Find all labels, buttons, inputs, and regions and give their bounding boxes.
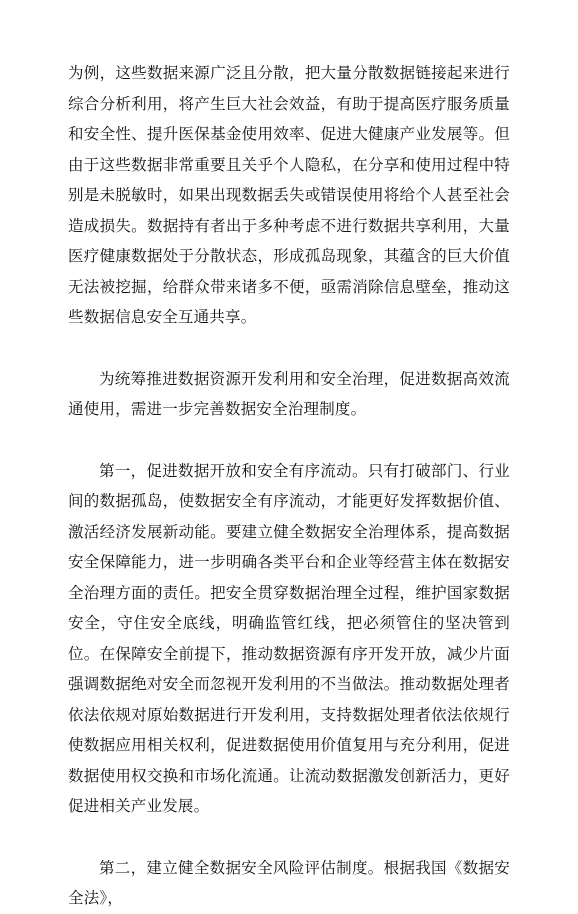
paragraph-4: 第二，建立健全数据安全风险评估制度。根据我国《数据安全法》，: [68, 858, 510, 907]
paragraph-2: 为统筹推进数据资源开发利用和安全治理，促进数据高效流通使用，需进一步完善数据安全治理制度。: [68, 369, 510, 418]
paragraph-3: 第一，促进数据开放和安全有序流动。只有打破部门、行业间的数据孤岛，使数据安全有序流动，才能更好发挥数据价值、激活经济发展新动能。要建立健全数据安全治理体系，提高数据安全保障能力，进一步明确各类平台和企业等经营主体在数据安全治理方面的责任。把安全贯穿数据治理全过程，维护国家数据安全，守住安全底线，明确监管红线，把必须管住的坚决管到位。在保障安全前提下，推动数据资源有序开发开放，减少片面强调数据绝对安全而忽视开发利用的不当做法。推动数据处理者依法依规对原始数据进行开发利用，支持数据处理者依法依规行使数据应用相关权利，促进数据使用价值复用与充分利用，促进数据使用权交换和市场化流通。让流动数据激发创新活力，更好促进相关产业发展。: [68, 461, 510, 815]
paragraph-gap: [68, 333, 510, 364]
paragraph-gap: [68, 822, 510, 853]
paragraph-1: 为例，这些数据来源广泛且分散，把大量分散数据链接起来进行综合分析利用，将产生巨大社会效益，有助于提高医疗服务质量和安全性、提升医保基金使用效率、促进大健康产业发展等。但由于这些数据非常重要且关乎个人隐私，在分享和使用过程中特别是未脱敏时，如果出现数据丢失或错误使用将给个人甚至社会造成损失。数据持有者出于多种考虑不进行数据共享利用，大量医疗健康数据处于分散状态，形成孤岛现象，其蕴含的巨大价值无法被挖掘，给群众带来诸多不便，亟需消除信息壁垒，推动这些数据信息安全互通共享。: [68, 64, 510, 326]
document-body: [68, 58, 510, 914]
paragraph-gap: [68, 425, 510, 456]
